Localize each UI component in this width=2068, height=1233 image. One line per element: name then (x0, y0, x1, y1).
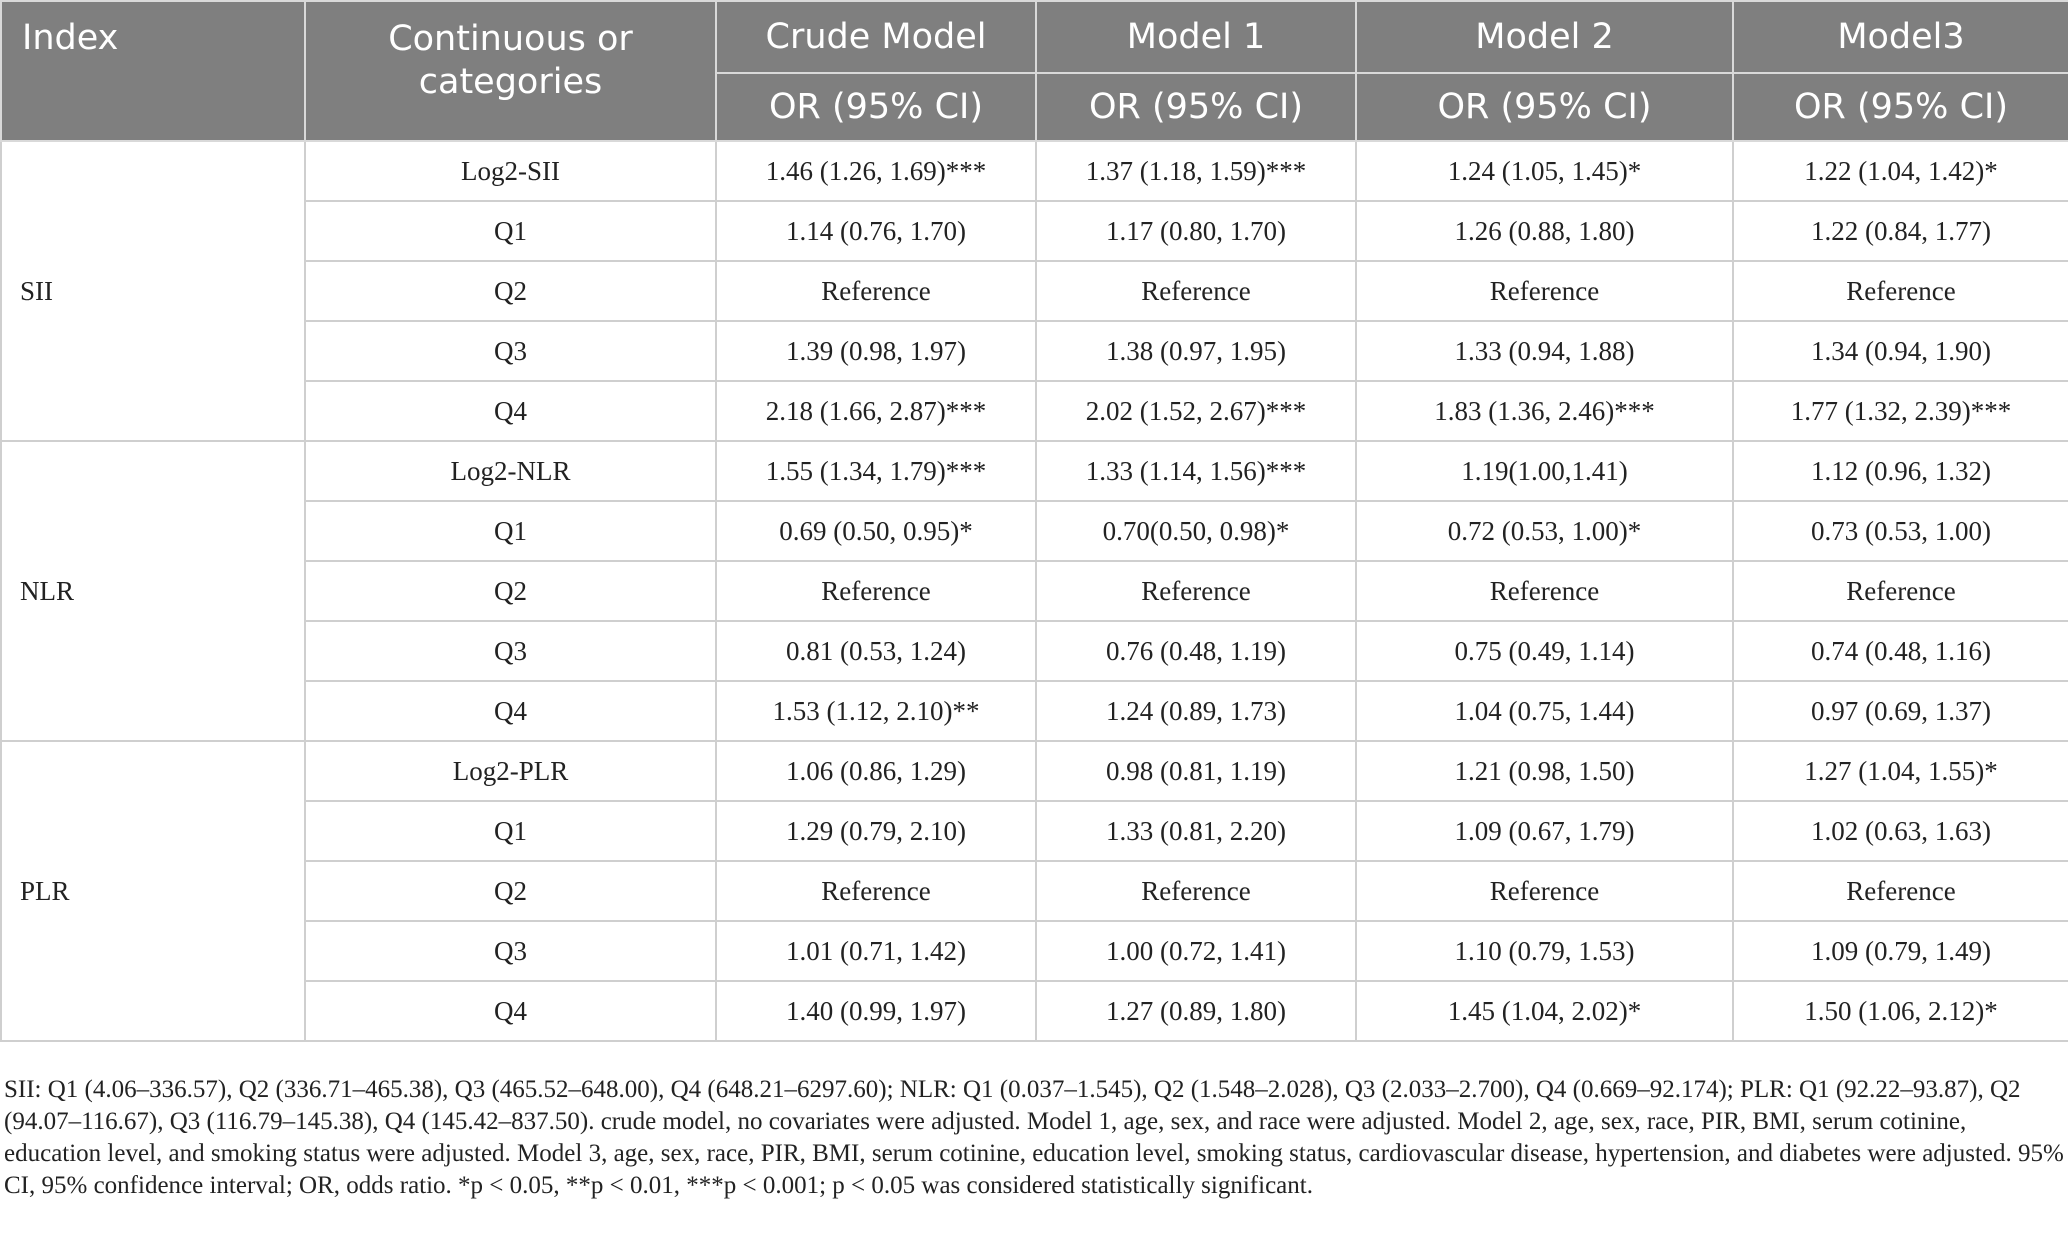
category-cell: Q4 (305, 681, 716, 741)
table-row (1, 321, 2068, 381)
or-value-cell: 1.10 (0.79, 1.53) (1356, 921, 1733, 981)
category-cell: Log2-SII (305, 141, 716, 201)
or-value-cell: Reference (716, 561, 1036, 621)
or-value-cell: 1.45 (1.04, 2.02)* (1356, 981, 1733, 1041)
or-value-cell: 1.29 (0.79, 2.10) (716, 801, 1036, 861)
category-cell: Q4 (305, 381, 716, 441)
or-value-cell: 0.69 (0.50, 0.95)* (716, 501, 1036, 561)
or-value-cell: 1.01 (0.71, 1.42) (716, 921, 1036, 981)
or-value-cell: 1.27 (0.89, 1.80) (1036, 981, 1356, 1041)
or-value-cell: 1.33 (0.94, 1.88) (1356, 321, 1733, 381)
or-value-cell: Reference (1733, 561, 2068, 621)
category-cell: Q3 (305, 321, 716, 381)
or-value-cell: Reference (1733, 261, 2068, 321)
index-cell: SII (1, 141, 305, 441)
or-value-cell: 1.50 (1.06, 2.12)* (1733, 981, 2068, 1041)
category-cell: Q2 (305, 861, 716, 921)
category-cell: Q4 (305, 981, 716, 1041)
or-value-cell: 1.06 (0.86, 1.29) (716, 741, 1036, 801)
or-value-cell: 1.24 (0.89, 1.73) (1036, 681, 1356, 741)
header-model: Model 2 (1356, 1, 1733, 73)
table-row (1, 201, 2068, 261)
or-value-cell: 1.17 (0.80, 1.70) (1036, 201, 1356, 261)
or-value-cell: 1.27 (1.04, 1.55)* (1733, 741, 2068, 801)
or-value-cell: 0.74 (0.48, 1.16) (1733, 621, 2068, 681)
table-row (1, 261, 2068, 321)
or-value-cell: 0.81 (0.53, 1.24) (716, 621, 1036, 681)
or-value-cell: 0.97 (0.69, 1.37) (1733, 681, 2068, 741)
or-value-cell: 1.33 (0.81, 2.20) (1036, 801, 1356, 861)
or-value-cell: 1.02 (0.63, 1.63) (1733, 801, 2068, 861)
table-row (1, 621, 2068, 681)
table-body (1, 141, 2068, 1041)
table-row (1, 501, 2068, 561)
or-value-cell: 1.77 (1.32, 2.39)*** (1733, 381, 2068, 441)
or-value-cell: 1.55 (1.34, 1.79)*** (716, 441, 1036, 501)
or-value-cell: 1.00 (0.72, 1.41) (1036, 921, 1356, 981)
or-value-cell: 1.83 (1.36, 2.46)*** (1356, 381, 1733, 441)
header-continuous-or-categories: Continuous or categories (305, 1, 716, 141)
or-value-cell: Reference (1036, 261, 1356, 321)
table-row (1, 441, 2068, 501)
table-row (1, 801, 2068, 861)
category-cell: Log2-NLR (305, 441, 716, 501)
header-or-ci: OR (95% CI) (1356, 73, 1733, 141)
header-model: Model 1 (1036, 1, 1356, 73)
table-row (1, 981, 2068, 1041)
or-value-cell: 1.12 (0.96, 1.32) (1733, 441, 2068, 501)
table-header (1, 1, 2068, 141)
or-value-cell: 0.98 (0.81, 1.19) (1036, 741, 1356, 801)
category-cell: Q1 (305, 201, 716, 261)
or-value-cell: 1.22 (1.04, 1.42)* (1733, 141, 2068, 201)
header-model: Crude Model (716, 1, 1036, 73)
or-value-cell: 1.14 (0.76, 1.70) (716, 201, 1036, 261)
or-value-cell: 0.75 (0.49, 1.14) (1356, 621, 1733, 681)
or-value-cell: Reference (1036, 861, 1356, 921)
category-cell: Q3 (305, 921, 716, 981)
or-value-cell: 1.09 (0.67, 1.79) (1356, 801, 1733, 861)
table-row (1, 561, 2068, 621)
table-row (1, 741, 2068, 801)
table-row (1, 141, 2068, 201)
or-value-cell: 1.04 (0.75, 1.44) (1356, 681, 1733, 741)
or-value-cell: 1.38 (0.97, 1.95) (1036, 321, 1356, 381)
or-value-cell: 2.02 (1.52, 2.67)*** (1036, 381, 1356, 441)
category-cell: Q3 (305, 621, 716, 681)
table-row (1, 381, 2068, 441)
header-model: Model3 (1733, 1, 2068, 73)
or-value-cell: 1.37 (1.18, 1.59)*** (1036, 141, 1356, 201)
or-value-cell: 1.53 (1.12, 2.10)** (716, 681, 1036, 741)
table-footnote: SII: Q1 (4.06–336.57), Q2 (336.71–465.38), Q3 (465.52–648.00), Q4 (648.21–6297.60); NLR: Q1 (0.037–1.545), Q2 (1.548–2.028), Q3 (2.033–2.700), Q4 (0.669–92.174); PLR: Q1 (92.22–93.87), Q2 (94.07–116.67), Q3 (116.79–145.38), Q4 (145.42–837.50). crude model, no covariates were adjusted. Model 1, age, sex, and race were adjusted. Model 2, age, sex, race, PIR, BMI, serum cotinine, education level, and smoking status were adjusted. Model 3, age, sex, race, PIR, BMI, serum cotinine, education level, smoking status, cardiovascular disease, hypertension, and diabetes were adjusted. 95% CI, 95% confidence interval; OR, odds ratio. *p < 0.05, **p < 0.01, ***p < 0.001; p < 0.05 was considered statistically significant. (4, 1076, 2064, 1199)
category-cell: Q1 (305, 501, 716, 561)
index-cell: PLR (1, 741, 305, 1041)
or-value-cell: 1.39 (0.98, 1.97) (716, 321, 1036, 381)
or-value-cell: 1.21 (0.98, 1.50) (1356, 741, 1733, 801)
table-row (1, 861, 2068, 921)
or-value-cell: Reference (716, 261, 1036, 321)
or-value-cell: 0.73 (0.53, 1.00) (1733, 501, 2068, 561)
or-value-cell: Reference (1356, 261, 1733, 321)
or-value-cell: 1.34 (0.94, 1.90) (1733, 321, 2068, 381)
or-value-cell: 1.40 (0.99, 1.97) (716, 981, 1036, 1041)
or-value-cell: 1.46 (1.26, 1.69)*** (716, 141, 1036, 201)
or-value-cell: 1.19(1.00,1.41) (1356, 441, 1733, 501)
or-value-cell: Reference (1356, 861, 1733, 921)
or-value-cell: Reference (1356, 561, 1733, 621)
index-cell: NLR (1, 441, 305, 741)
or-value-cell: 0.70(0.50, 0.98)* (1036, 501, 1356, 561)
category-cell: Q2 (305, 561, 716, 621)
category-cell: Q2 (305, 261, 716, 321)
or-value-cell: 2.18 (1.66, 2.87)*** (716, 381, 1036, 441)
header-index: Index (1, 1, 305, 141)
header-or-ci: OR (95% CI) (716, 73, 1036, 141)
or-value-cell: 1.22 (0.84, 1.77) (1733, 201, 2068, 261)
category-cell: Q1 (305, 801, 716, 861)
header-row-models (1, 1, 2068, 73)
or-value-cell: 0.72 (0.53, 1.00)* (1356, 501, 1733, 561)
or-value-cell: 1.09 (0.79, 1.49) (1733, 921, 2068, 981)
table-row (1, 681, 2068, 741)
or-value-cell: Reference (716, 861, 1036, 921)
table-row (1, 921, 2068, 981)
header-or-ci: OR (95% CI) (1733, 73, 2068, 141)
or-value-cell: Reference (1036, 561, 1356, 621)
or-value-cell: Reference (1733, 861, 2068, 921)
or-value-cell: 1.33 (1.14, 1.56)*** (1036, 441, 1356, 501)
header-or-ci: OR (95% CI) (1036, 73, 1356, 141)
or-value-cell: 0.76 (0.48, 1.19) (1036, 621, 1356, 681)
category-cell: Log2-PLR (305, 741, 716, 801)
or-value-cell: 1.26 (0.88, 1.80) (1356, 201, 1733, 261)
or-value-cell: 1.24 (1.05, 1.45)* (1356, 141, 1733, 201)
